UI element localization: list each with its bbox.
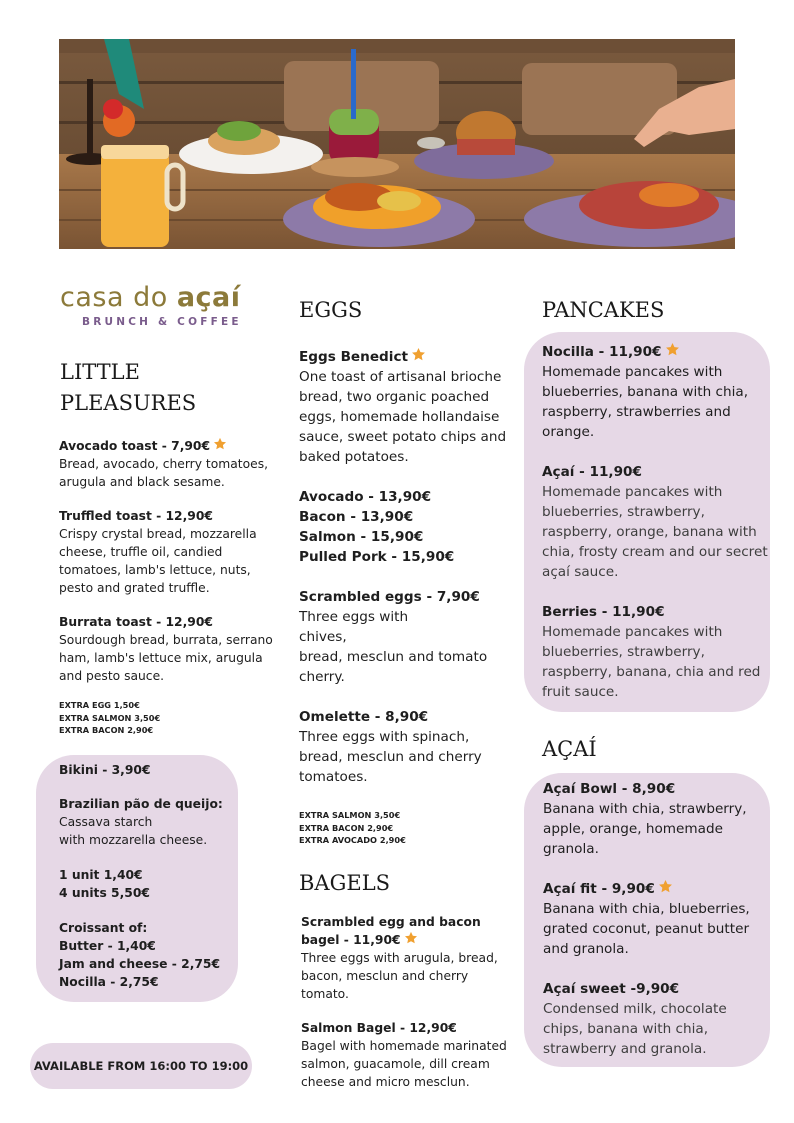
- brand-name-light: casa do: [60, 282, 177, 313]
- eggs-list: [299, 347, 514, 847]
- extra-item: EXTRA SALMON 3,50€: [59, 712, 161, 723]
- pao-item-name: Brazilian pão de queijo:: [59, 797, 223, 811]
- item-name: Truffled toast - 12,90€: [59, 509, 213, 523]
- item-description: Banana with chia, blueberries, grated coconut, peanut butter and granola.: [543, 901, 750, 957]
- item-name: Nocilla - 11,90€: [542, 344, 662, 360]
- menu-item: [543, 979, 767, 1059]
- header-food-photo: [59, 39, 735, 249]
- extras-list: [59, 699, 279, 737]
- omelette-desc: Three eggs with spinach, bread, mesclun and cherry tomatoes.: [299, 729, 482, 785]
- extras-list: [299, 809, 514, 847]
- pao-item-desc: Cassava starch: [59, 815, 153, 829]
- item-name: Salmon Bagel - 12,90€: [301, 1021, 457, 1035]
- croissant-title: Croissant of:: [59, 921, 148, 935]
- section-title-acai: AÇAÍ: [542, 737, 597, 761]
- pancakes-list: [542, 342, 768, 718]
- item-name: Açaí sweet -9,90€: [543, 981, 680, 997]
- extra-item: EXTRA SALMON 3,50€: [299, 810, 401, 820]
- item-description: Homemade pancakes with blueberries, strawberry, raspberry, banana, chia and red fruit sauce.: [542, 624, 761, 700]
- item-name: Açaí - 11,90€: [542, 464, 642, 480]
- star-icon: [404, 931, 418, 945]
- item-description: Crispy crystal bread, mozzarella cheese, truffle oil, candied tomatoes, lamb's lettuce, nuts, pesto and grated truffle.: [59, 527, 257, 595]
- little-pleasures-box-content: [59, 761, 239, 991]
- section-title-eggs: EGGS: [299, 298, 363, 322]
- pao-item-desc: with mozzarella cheese.: [59, 833, 208, 847]
- benedict-option: Bacon - 13,90€: [299, 509, 414, 525]
- acai-list: [543, 779, 767, 1075]
- bagels-list: [301, 913, 513, 1107]
- item-name: [299, 347, 514, 367]
- little-pleasures-list: [59, 437, 279, 737]
- star-icon: [213, 437, 227, 451]
- menu-item: [301, 913, 513, 1003]
- item-name: Açaí Bowl - 8,90€: [543, 781, 676, 797]
- item-description: Bagel with homemade marinated salmon, guacamole, dill cream cheese and micro mesclun.: [301, 1039, 507, 1089]
- star-icon: [411, 347, 426, 362]
- brand-name: [60, 283, 270, 313]
- scrambled-desc: Three eggs with: [299, 609, 409, 625]
- benedict-option: Pulled Pork - 15,90€: [299, 549, 455, 565]
- extra-item: EXTRA EGG 1,50€: [59, 700, 140, 710]
- scrambled-desc: bread, mesclun and tomato cherry.: [299, 649, 488, 685]
- item-name: Scrambled egg and bacon bagel - 11,90€: [301, 915, 481, 947]
- item-name: Burrata toast - 12,90€: [59, 615, 213, 629]
- item-name: Berries - 11,90€: [542, 604, 665, 620]
- availability-badge: AVAILABLE FROM 16:00 TO 19:00: [30, 1043, 252, 1089]
- menu-item: [542, 462, 768, 582]
- extra-item: EXTRA BACON 2,90€: [59, 725, 154, 735]
- scrambled-name: Scrambled eggs - 7,90€: [299, 589, 480, 605]
- benedict-option: Avocado - 13,90€: [299, 489, 432, 505]
- item-name: Açaí fit - 9,90€: [543, 881, 655, 897]
- menu-item: [542, 342, 768, 442]
- star-icon: [665, 342, 680, 357]
- benedict-description: One toast of artisanal brioche bread, two organic poached eggs, homemade hollandaise sauce, sweet potato chips and baked potatoes.: [299, 369, 507, 465]
- pao-price-1: 1 unit 1,40€: [59, 868, 143, 882]
- menu-item: [542, 602, 768, 702]
- menu-item: [301, 1019, 513, 1091]
- item-description: Homemade pancakes with blueberries, banana with chia, raspberry, strawberries and orange.: [542, 364, 749, 440]
- section-title-little-pleasures: LITTLE PLEASURES: [60, 360, 197, 415]
- brand-tagline: BRUNCH & COFFEE: [82, 316, 242, 328]
- menu-item: [59, 613, 279, 685]
- item-description: Three eggs with arugula, bread, bacon, mesclun and cherry tomato.: [301, 951, 498, 1001]
- item-description: Homemade pancakes with blueberries, strawberry, raspberry, orange, banana with chia, frosty cream and our secret açaí sauce.: [542, 484, 768, 580]
- menu-item: [59, 507, 279, 597]
- item-description: Sourdough bread, burrata, serrano ham, lamb's lettuce mix, arugula and pesto sauce.: [59, 633, 273, 683]
- bikini-item: Bikini - 3,90€: [59, 763, 151, 777]
- extra-item: EXTRA AVOCADO 2,90€: [299, 835, 406, 845]
- croissant-butter: Butter - 1,40€: [59, 939, 156, 953]
- menu-item: [543, 879, 767, 959]
- pao-price-4: 4 units 5,50€: [59, 886, 150, 900]
- scrambled-desc: chives,: [299, 629, 347, 645]
- benedict-name: Eggs Benedict: [299, 349, 408, 365]
- item-name: Avocado toast - 7,90€: [59, 439, 211, 453]
- omelette-name: Omelette - 8,90€: [299, 709, 429, 725]
- star-icon: [658, 879, 673, 894]
- item-description: Condensed milk, chocolate chips, banana with chia, strawberry and granola.: [543, 1001, 727, 1057]
- brand-logo: [60, 283, 270, 328]
- item-description: Bread, avocado, cherry tomatoes, arugula and black sesame.: [59, 457, 269, 489]
- benedict-option: Salmon - 15,90€: [299, 529, 424, 545]
- item-description: Banana with chia, strawberry, apple, orange, homemade granola.: [543, 801, 747, 857]
- croissant-jam: Jam and cheese - 2,75€: [59, 957, 221, 971]
- menu-item: [59, 437, 279, 491]
- croissant-nocilla: Nocilla - 2,75€: [59, 975, 159, 989]
- section-title-bagels: BAGELS: [299, 871, 391, 895]
- menu-item: [543, 779, 767, 859]
- brand-name-bold: açaí: [176, 282, 241, 313]
- section-title-pancakes: PANCAKES: [542, 298, 665, 322]
- extra-item: EXTRA BACON 2,90€: [299, 822, 394, 833]
